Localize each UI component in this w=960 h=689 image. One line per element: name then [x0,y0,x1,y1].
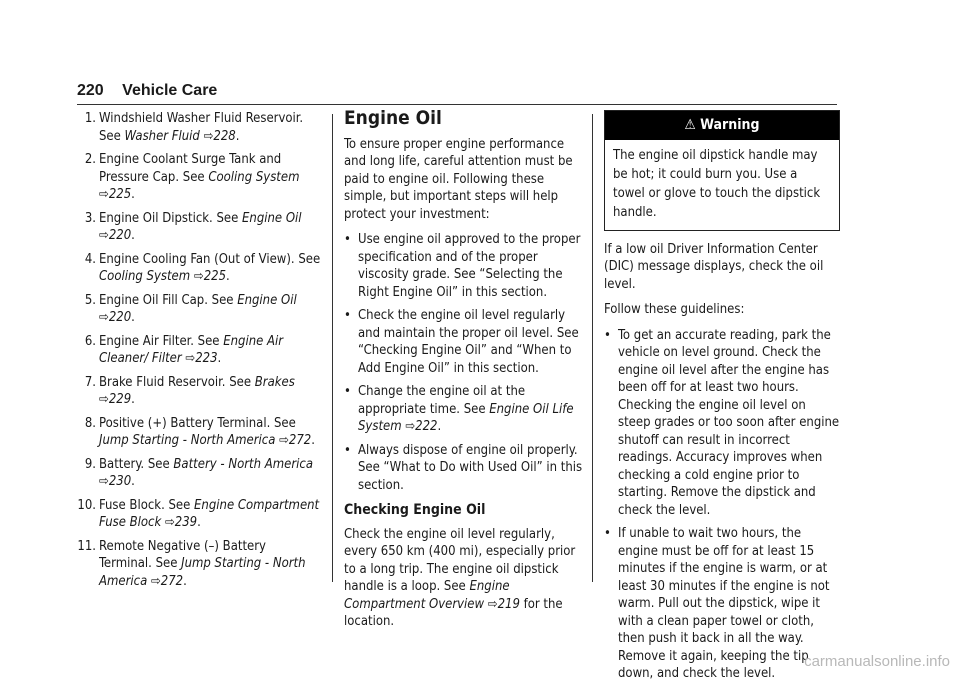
list-item: • Always dispose of engine oil properly. See “What to Do with Used Oil” in this section. [344,442,584,495]
list-item: 7. Brake Fluid Reservoir. See Brakes ⇨229. [77,374,322,409]
item-text: Engine Air Filter. See [99,333,220,349]
page-arrow-icon: ⇨ [99,474,109,489]
checking-paragraph: Check the engine oil level regularly, every 650 km (400 mi), especially prior to a long trip. The engine oil dipstick handle is a loop. See Engine Compartment Overview ⇨219 for the location. [344,526,576,629]
watermark: carmanualsonline.info [804,653,950,670]
list-item-text: Change the engine oil at the appropriate time. See [358,384,526,417]
page-arrow-icon: ⇨ [150,573,161,589]
list-item: 11. Remote Negative (–) Battery Terminal. See Jump Starting - North America ⇨272. [77,538,306,589]
item-text: Positive (+) Battery Terminal. See [99,415,296,431]
list-item: • If unable to wait two hours, the engine must be off for at least 15 minutes if the engine is warm, or at least 30 minutes if the engine is not warm. Pull out the dipstick, wipe it with a clean paper towel or cloth, then push it back in all the way. Remove it again, keeping the tip down, and check the level. [604,525,840,683]
intro-paragraph: To ensure proper engine performance and long life, careful attention must be paid to engine oil. Following these simple, but important steps will help protect your investment: [344,136,573,222]
page-arrow-icon: ⇨ [99,310,109,325]
item-text: Windshield Washer Fluid Reservoir. See [99,111,304,144]
dic-paragraph: If a low oil Driver Information Center (DIC) message displays, check the oil level. [604,241,824,292]
oil-care-list [344,231,584,494]
cross-reference-link[interactable]: Engine Compartment Fuse Block ⇨239 [99,497,320,530]
item-number: 8. [84,415,96,431]
item-text: Remote Negative (–) Battery Terminal. See [99,538,266,571]
cross-reference-link[interactable]: Washer Fluid ⇨228 [124,128,236,144]
list-item: 9. Battery. See Battery - North America ⇨230. [77,456,322,491]
column-1 [77,110,322,596]
cross-reference-link[interactable]: Jump Starting - North America ⇨272 [99,556,306,589]
warning-box [604,110,840,231]
item-text: Engine Oil Dipstick. See [99,210,239,226]
column-divider-2 [592,114,593,582]
page-arrow-icon: ⇨ [164,515,175,530]
page-arrow-icon: ⇨ [203,128,214,144]
list-item: • Use engine oil approved to the proper specification and of the proper viscosity grade. See “Selecting the Right Engine Oil” in this section. [344,231,584,301]
cross-reference-link[interactable]: Jump Starting - North America ⇨272 [99,433,312,448]
item-number: 7. [84,374,96,390]
item-text: Battery. See [99,456,170,472]
column-3 [604,110,840,689]
list-item: 4. Engine Cooling Fan (Out of View). See Cooling System ⇨225. [77,251,322,286]
warning-icon: ⚠ [684,117,696,133]
page-arrow-icon: ⇨ [99,392,109,407]
warning-text: The engine oil dipstick handle may be hot; it could burn you. Use a towel or glove to touch the dipstick handle. [613,147,821,220]
list-item: 3. Engine Oil Dipstick. See Engine Oil ⇨220. [77,210,322,245]
column-2 [344,107,584,639]
cross-reference-link[interactable]: Battery - North America ⇨230 [99,456,313,489]
page-arrow-icon: ⇨ [99,187,109,202]
page-number: 220 [77,82,104,99]
guidelines-list [604,327,840,683]
list-item: 8. Positive (+) Battery Terminal. See Jump Starting - North America ⇨272. [77,415,322,450]
column-divider-1 [332,114,333,582]
item-number: 9. [84,456,96,472]
item-text: Engine Cooling Fan (Out of View). See [99,251,321,267]
item-text: Brake Fluid Reservoir. See [99,374,252,390]
list-item: 10. Fuse Block. See Engine Compartment Fuse Block ⇨239. [77,497,320,530]
page-arrow-icon: ⇨ [487,596,498,612]
list-item: • Check the engine oil level regularly and maintain the proper oil level. See “Checking Engine Oil” and “When to Add Engine Oil” in this section. [344,307,584,377]
item-text: Engine Coolant Surge Tank and Pressure Cap. See [99,152,282,185]
page-arrow-icon: ⇨ [405,419,416,434]
item-number: 11. [77,538,96,554]
list-item: • Change the engine oil at the appropriate time. See Engine Oil Life System ⇨222. [344,383,584,436]
item-number: 3. [84,210,96,226]
guidelines-intro: Follow these guidelines: [604,302,745,317]
component-list [77,110,322,590]
list-item: 6. Engine Air Filter. See Engine Air Cleaner/ Filter ⇨223. [77,333,322,368]
page-arrow-icon: ⇨ [185,351,196,366]
cross-reference-link[interactable]: Engine Air Cleaner/ Filter ⇨223 [99,333,284,366]
list-item: 5. Engine Oil Fill Cap. See Engine Oil ⇨220. [77,292,322,327]
list-item: • To get an accurate reading, park the vehicle on level ground. Check the engine oil level after the engine has been off for at least two hours. Checking the engine oil level on steep grades or too soon after engine shutoff can result in incorrect readings. Accuracy improves when checking a cold engine prior to starting. Remove the dipstick and check the level. [604,327,840,520]
page-header [77,82,217,100]
item-number: 10. [77,497,96,513]
item-number: 5. [84,292,96,308]
cross-reference-link[interactable]: Engine Oil Life System ⇨222 [358,401,574,434]
warning-header [605,111,839,140]
subsection-heading: Checking Engine Oil [344,502,486,518]
item-number: 1. [84,111,96,126]
cross-reference-link[interactable]: Brakes ⇨229 [99,374,295,407]
section-heading: Engine Oil [344,107,442,129]
cross-reference-link[interactable]: Engine Oil ⇨220 [99,210,302,243]
cross-reference-link[interactable]: Cooling System ⇨225 [99,269,227,284]
page-arrow-icon: ⇨ [99,228,109,243]
item-text: Engine Oil Fill Cap. See [99,292,234,308]
item-number: 6. [84,333,96,349]
item-number: 4. [84,251,96,267]
page-arrow-icon: ⇨ [193,269,204,284]
cross-reference-link[interactable]: Engine Oil ⇨220 [99,292,297,325]
page-title: Vehicle Care [122,82,218,99]
page-arrow-icon: ⇨ [279,433,289,448]
list-item: 1. Windshield Washer Fluid Reservoir. See Washer Fluid ⇨228. [77,110,322,145]
list-item: 2. Engine Coolant Surge Tank and Pressure Cap. See Cooling System ⇨225. [77,151,322,204]
item-number: 2. [84,152,96,167]
item-text: Fuse Block. See [99,497,191,513]
warning-title: Warning [700,117,760,133]
header-rule [77,104,837,105]
cross-reference-link[interactable]: Cooling System ⇨225 [99,169,300,202]
cross-reference-link[interactable]: Engine Compartment Overview ⇨219 [344,579,520,612]
